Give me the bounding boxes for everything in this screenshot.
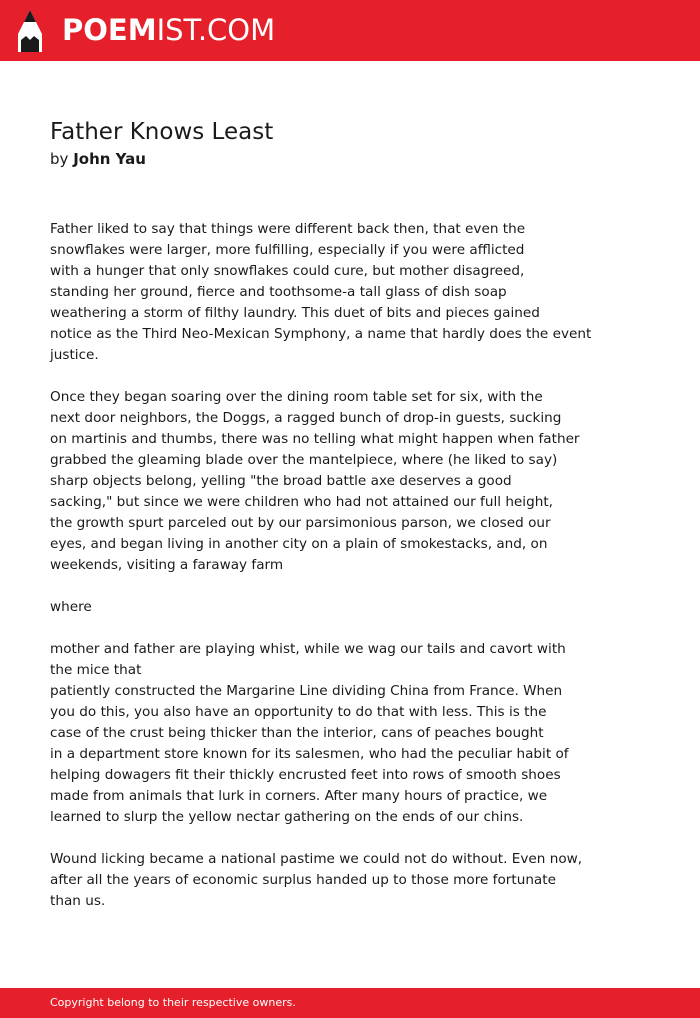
poem-line: Wound licking became a national pastime we could not do without. Even now, bbox=[50, 851, 583, 867]
poem-line: in a department store known for its salesmen, who had the peculiar habit of bbox=[50, 746, 569, 762]
poem-line: with a hunger that only snowflakes could cure, but mother disagreed, bbox=[50, 263, 525, 279]
poem-line: weekends, visiting a faraway farm bbox=[50, 557, 284, 573]
poem-line: weathering a storm of filthy laundry. This duet of bits and pieces gained bbox=[50, 305, 540, 321]
site-header bbox=[0, 0, 700, 61]
poem-line: on martinis and thumbs, there was no telling what might happen when father bbox=[50, 431, 580, 447]
poem-line: you do this, you also have an opportunity to do that with less. This is the bbox=[50, 704, 547, 720]
poem-stanza bbox=[50, 387, 670, 576]
poem-line: eyes, and began living in another city on a plain of smokestacks, and, on bbox=[50, 536, 548, 552]
site-logo[interactable] bbox=[62, 12, 275, 48]
site-footer bbox=[0, 988, 700, 1018]
poem-stanza bbox=[50, 219, 670, 366]
poem-line: justice. bbox=[50, 347, 99, 363]
poem-line: the growth spurt parceled out by our parsimonious parson, we closed our bbox=[50, 515, 551, 531]
poem-line: learned to slurp the yellow nectar gathering on the ends of our chins. bbox=[50, 809, 524, 825]
byline-prefix: by bbox=[50, 150, 69, 168]
poem-line: snowflakes were larger, more fulfilling, especially if you were afflicted bbox=[50, 242, 525, 258]
logo-bold-text: POEM bbox=[62, 13, 157, 47]
poem-line: sacking," but since we were children who had not attained our full height, bbox=[50, 494, 553, 510]
poem-byline bbox=[50, 148, 146, 170]
poem-stanza bbox=[50, 849, 670, 912]
poem-line: made from animals that lurk in corners. After many hours of practice, we bbox=[50, 788, 548, 804]
poem-line: sharp objects belong, yelling "the broad battle axe deserves a good bbox=[50, 473, 512, 489]
poem-line: Once they began soaring over the dining room table set for six, with the bbox=[50, 389, 543, 405]
poem-line: patiently constructed the Margarine Line dividing China from France. When bbox=[50, 683, 563, 699]
poem-title: Father Knows Least bbox=[50, 119, 274, 145]
logo-light-text: IST.COM bbox=[156, 13, 276, 47]
poem-line: case of the crust being thicker than the interior, cans of peaches bought bbox=[50, 725, 544, 741]
poem-line: Father liked to say that things were different back then, that even the bbox=[50, 221, 526, 237]
pencil-logo-icon[interactable] bbox=[18, 10, 42, 52]
poem-line: than us. bbox=[50, 893, 106, 909]
poem-line: mother and father are playing whist, while we wag our tails and cavort with bbox=[50, 641, 566, 657]
copyright-text: Copyright belong to their respective owners. bbox=[50, 996, 296, 1009]
poem-line: next door neighbors, the Doggs, a ragged bunch of drop-in guests, sucking bbox=[50, 410, 562, 426]
poem-line: grabbed the gleaming blade over the mantelpiece, where (he liked to say) bbox=[50, 452, 558, 468]
poem-line: the mice that bbox=[50, 662, 142, 678]
poem-body bbox=[50, 219, 670, 933]
poem-stanza bbox=[50, 597, 670, 618]
poem-line: notice as the Third Neo-Mexican Symphony, a name that hardly does the event bbox=[50, 326, 592, 342]
poem-line: helping dowagers fit their thickly encrusted feet into rows of smooth shoes bbox=[50, 767, 561, 783]
poem-line: standing her ground, fierce and toothsome-a tall glass of dish soap bbox=[50, 284, 507, 300]
poem-author: John Yau bbox=[73, 150, 146, 168]
poem-line: after all the years of economic surplus handed up to those more fortunate bbox=[50, 872, 556, 888]
poem-line: where bbox=[50, 599, 92, 615]
poem-stanza bbox=[50, 639, 670, 828]
